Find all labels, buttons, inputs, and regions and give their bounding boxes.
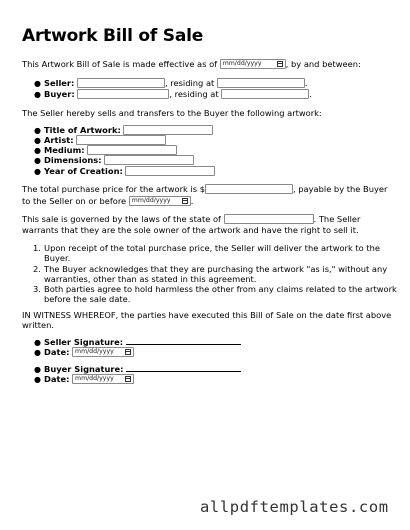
intro-text-end: , by and between: (285, 59, 361, 69)
buyer-line (44, 89, 312, 100)
price-line-1 (22, 184, 387, 195)
medium-label: Medium: (44, 145, 85, 155)
seller-date-line (44, 347, 134, 358)
bullet-icon: ● (34, 126, 41, 135)
bullet-icon: ● (34, 146, 41, 155)
bullet-icon: ● (34, 348, 41, 357)
buyer-name-field[interactable] (77, 89, 169, 99)
payment-date-field[interactable]: mm/dd/yyyy (129, 196, 191, 206)
year-field[interactable] (125, 166, 215, 176)
artist-field[interactable] (76, 135, 166, 145)
bullet-icon: ● (34, 90, 41, 99)
seller-line (44, 78, 308, 89)
calendar-icon (277, 61, 283, 67)
medium-field[interactable] (87, 145, 177, 155)
bullet-icon: ● (34, 375, 41, 384)
price-text: The total purchase price for the artwork is $ (22, 184, 205, 194)
bullet-icon: ● (34, 167, 41, 176)
buyer-date-label: Date: (44, 374, 70, 384)
seller-date-field[interactable]: mm/dd/yyyy (72, 347, 134, 357)
witness-line-1: IN WITNESS WHEREOF, the parties have executed this Bill of Sale on the date first above (22, 310, 392, 320)
witness-line-2: written. (22, 320, 55, 330)
seller-line-end: . (304, 78, 308, 88)
dimensions-field[interactable] (104, 155, 194, 165)
year-label: Year of Creation: (44, 166, 123, 176)
term-3-line-2: before the sale date. (44, 294, 131, 304)
seller-name-field[interactable] (77, 78, 165, 88)
seller-residing-text: , residing at (164, 78, 215, 88)
term-number: 1. (33, 243, 41, 253)
buyer-label: Buyer: (44, 89, 75, 99)
buyer-address-field[interactable] (221, 89, 309, 99)
buyer-signature-label: Buyer Signature: (44, 364, 124, 374)
term-3-line-1: Both parties agree to hold harmless the other from any claims related to the artwork (44, 284, 397, 294)
bullet-icon: ● (34, 338, 41, 347)
seller-label: Seller: (44, 78, 75, 88)
price-text-end: , payable by the Buyer (293, 184, 388, 194)
calendar-icon (125, 376, 131, 382)
state-field[interactable] (224, 214, 314, 224)
term-number: 3. (33, 284, 41, 294)
calendar-icon (182, 198, 188, 204)
transfer-text: The Seller hereby sells and transfers to the Buyer the following artwork: (22, 108, 322, 118)
term-number: 2. (33, 264, 41, 274)
payment-date-text: to the Seller on or before (22, 196, 127, 206)
artwork-title-field[interactable] (123, 125, 213, 135)
seller-signature-field[interactable] (126, 337, 241, 345)
buyer-line-end: . (309, 89, 312, 99)
seller-signature-label: Seller Signature: (44, 337, 124, 347)
seller-date-label: Date: (44, 347, 70, 357)
year-line (44, 166, 215, 177)
bullet-icon: ● (34, 79, 41, 88)
price-line-2 (22, 196, 193, 207)
page-title: Artwork Bill of Sale (22, 26, 204, 46)
law-line-1 (22, 214, 360, 225)
bullet-icon: ● (34, 136, 41, 145)
buyer-date-line (44, 374, 134, 385)
law-line-2: warrants that they are the sole owner of the artwork and have the right to sell it. (22, 225, 359, 235)
calendar-icon (125, 349, 131, 355)
buyer-signature-field[interactable] (126, 364, 241, 372)
buyer-date-field[interactable]: mm/dd/yyyy (72, 374, 134, 384)
effective-date-field[interactable]: mm/dd/yyyy (220, 59, 286, 69)
artist-label: Artist: (44, 135, 74, 145)
dimensions-label: Dimensions: (44, 155, 102, 165)
law-text: This sale is governed by the laws of the state of (22, 214, 221, 224)
bullet-icon: ● (34, 365, 41, 374)
term-2-line-1: The Buyer acknowledges that they are purchasing the artwork "as is," without any (44, 264, 388, 274)
intro-line (22, 59, 361, 70)
price-field[interactable] (205, 184, 293, 194)
bullet-icon: ● (34, 156, 41, 165)
law-text-end: . The Seller (313, 214, 361, 224)
watermark: allpdftemplates.com (200, 498, 389, 516)
buyer-residing-text: , residing at (169, 89, 219, 99)
term-1-line-2: Buyer. (44, 253, 71, 263)
artwork-title-label: Title of Artwork: (44, 125, 121, 135)
intro-text: This Artwork Bill of Sale is made effective as of (22, 59, 218, 69)
dimensions-line (44, 155, 194, 166)
term-2-line-2: warranties, other than as stated in this agreement. (44, 274, 257, 284)
term-1-line-1: Upon receipt of the total purchase price, the Seller will deliver the artwork to the (44, 243, 380, 253)
seller-address-field[interactable] (217, 78, 305, 88)
payment-date-end: . (190, 196, 194, 206)
